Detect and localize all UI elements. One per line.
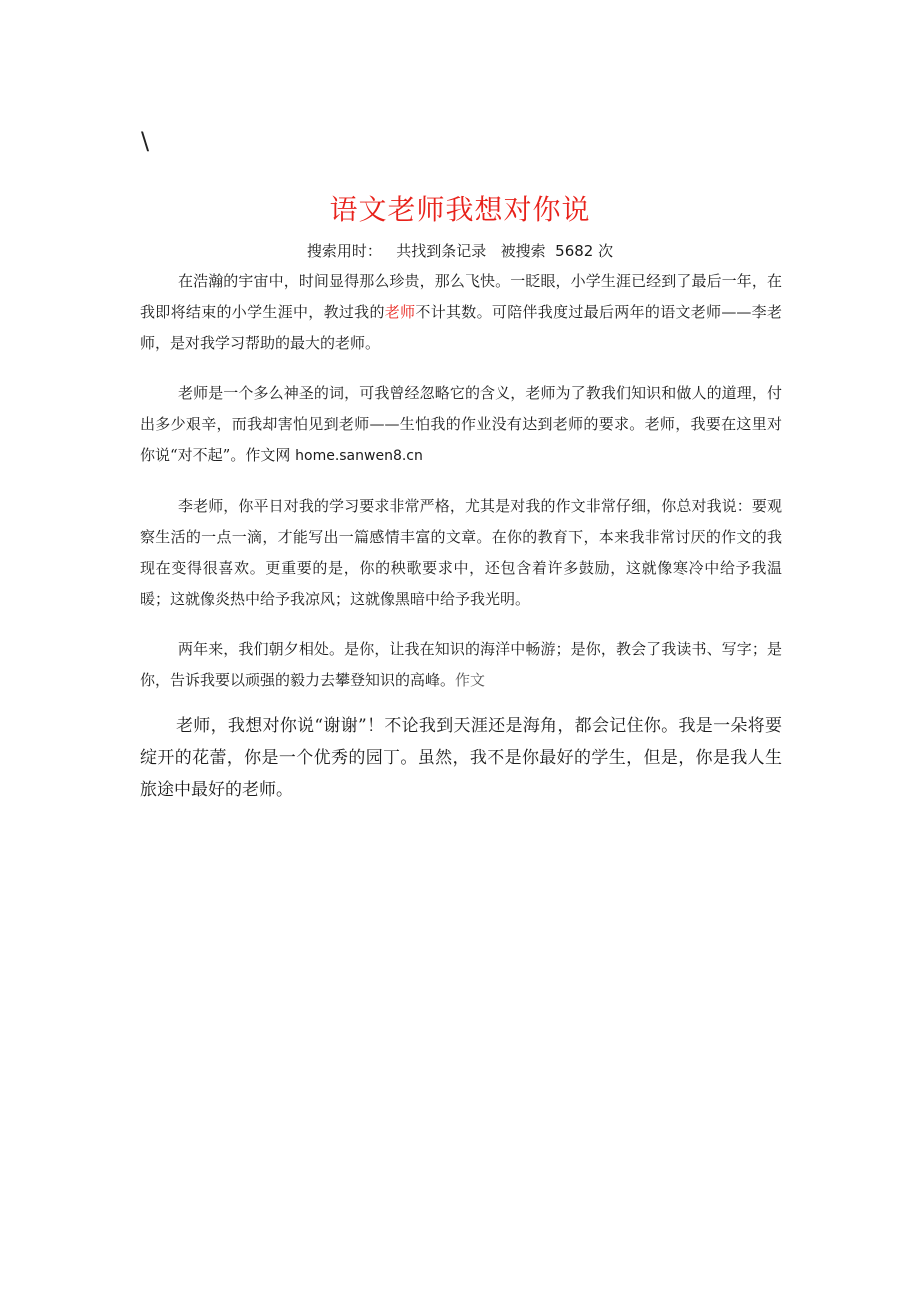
paragraph-4-text: 两年来，我们朝夕相处。是你，让我在知识的海洋中畅游；是你，教会了我读书、写字；是你，告诉我要以顽强的毅力去攀登知识的高峰。 — [140, 640, 782, 689]
paragraph-1 — [140, 266, 782, 359]
stray-backslash: \ — [141, 127, 150, 155]
search-meta — [0, 239, 920, 263]
paragraph-4-tail: 作文 — [455, 671, 486, 689]
paragraph-1-text-after: 不计其数。可陪伴我度过最后两年的语文老师——李老师，是对我学习帮助的最大的老师。 — [140, 303, 782, 352]
article-title: 语文老师我想对你说 — [329, 193, 591, 226]
source-url: home.sanwen8.cn — [295, 448, 423, 464]
paragraph-3 — [140, 491, 782, 615]
paragraph-2 — [140, 378, 782, 472]
paragraph-1-text-before: 在浩瀚的宇宙中，时间显得那么珍贵，那么飞快。一眨眼，小学生涯已经到了最后一年，在我即将结束的小学生涯中，教过我的 — [140, 272, 782, 321]
article-body — [140, 266, 782, 806]
paragraph-2-text: 老师是一个多么神圣的词，可我曾经忽略它的含义，老师为了教我们知识和做人的道理，付出多少艰辛，而我却害怕见到老师——生怕我的作业没有达到老师的要求。老师，我要在这里对你说“对不起”。作文网 — [140, 384, 782, 464]
searched-label: 被搜索 — [500, 242, 546, 260]
paragraph-3-text: 李老师，你平日对我的学习要求非常严格，尤其是对我的作文非常仔细，你总对我说：要观察生活的一点一滴，才能写出一篇感情丰富的文章。在你的教育下，本来我非常讨厌的作文的我现在变得很喜欢。更重要的是，你的秧歌要求中，还包含着许多鼓励，这就像寒冷中给予我温暖；这就像炎热中给予我凉风；这就像黑暗中给予我光明。 — [140, 497, 782, 608]
paragraph-5 — [140, 710, 782, 806]
searched-count: 5682 — [555, 242, 594, 260]
paragraph-4 — [140, 634, 782, 696]
search-time-label: 搜索用时： — [306, 242, 382, 260]
searched-suffix: 次 — [598, 242, 614, 260]
found-records-text: 共找到条记录 — [396, 242, 487, 260]
teacher-link[interactable]: 老师 — [384, 303, 416, 321]
paragraph-5-text: 老师，我想对你说“谢谢”！不论我到天涯还是海角，都会记住你。我是一朵将要绽开的花蕾，你是一个优秀的园丁。虽然，我不是你最好的学生，但是，你是我人生旅途中最好的老师。 — [140, 716, 782, 800]
